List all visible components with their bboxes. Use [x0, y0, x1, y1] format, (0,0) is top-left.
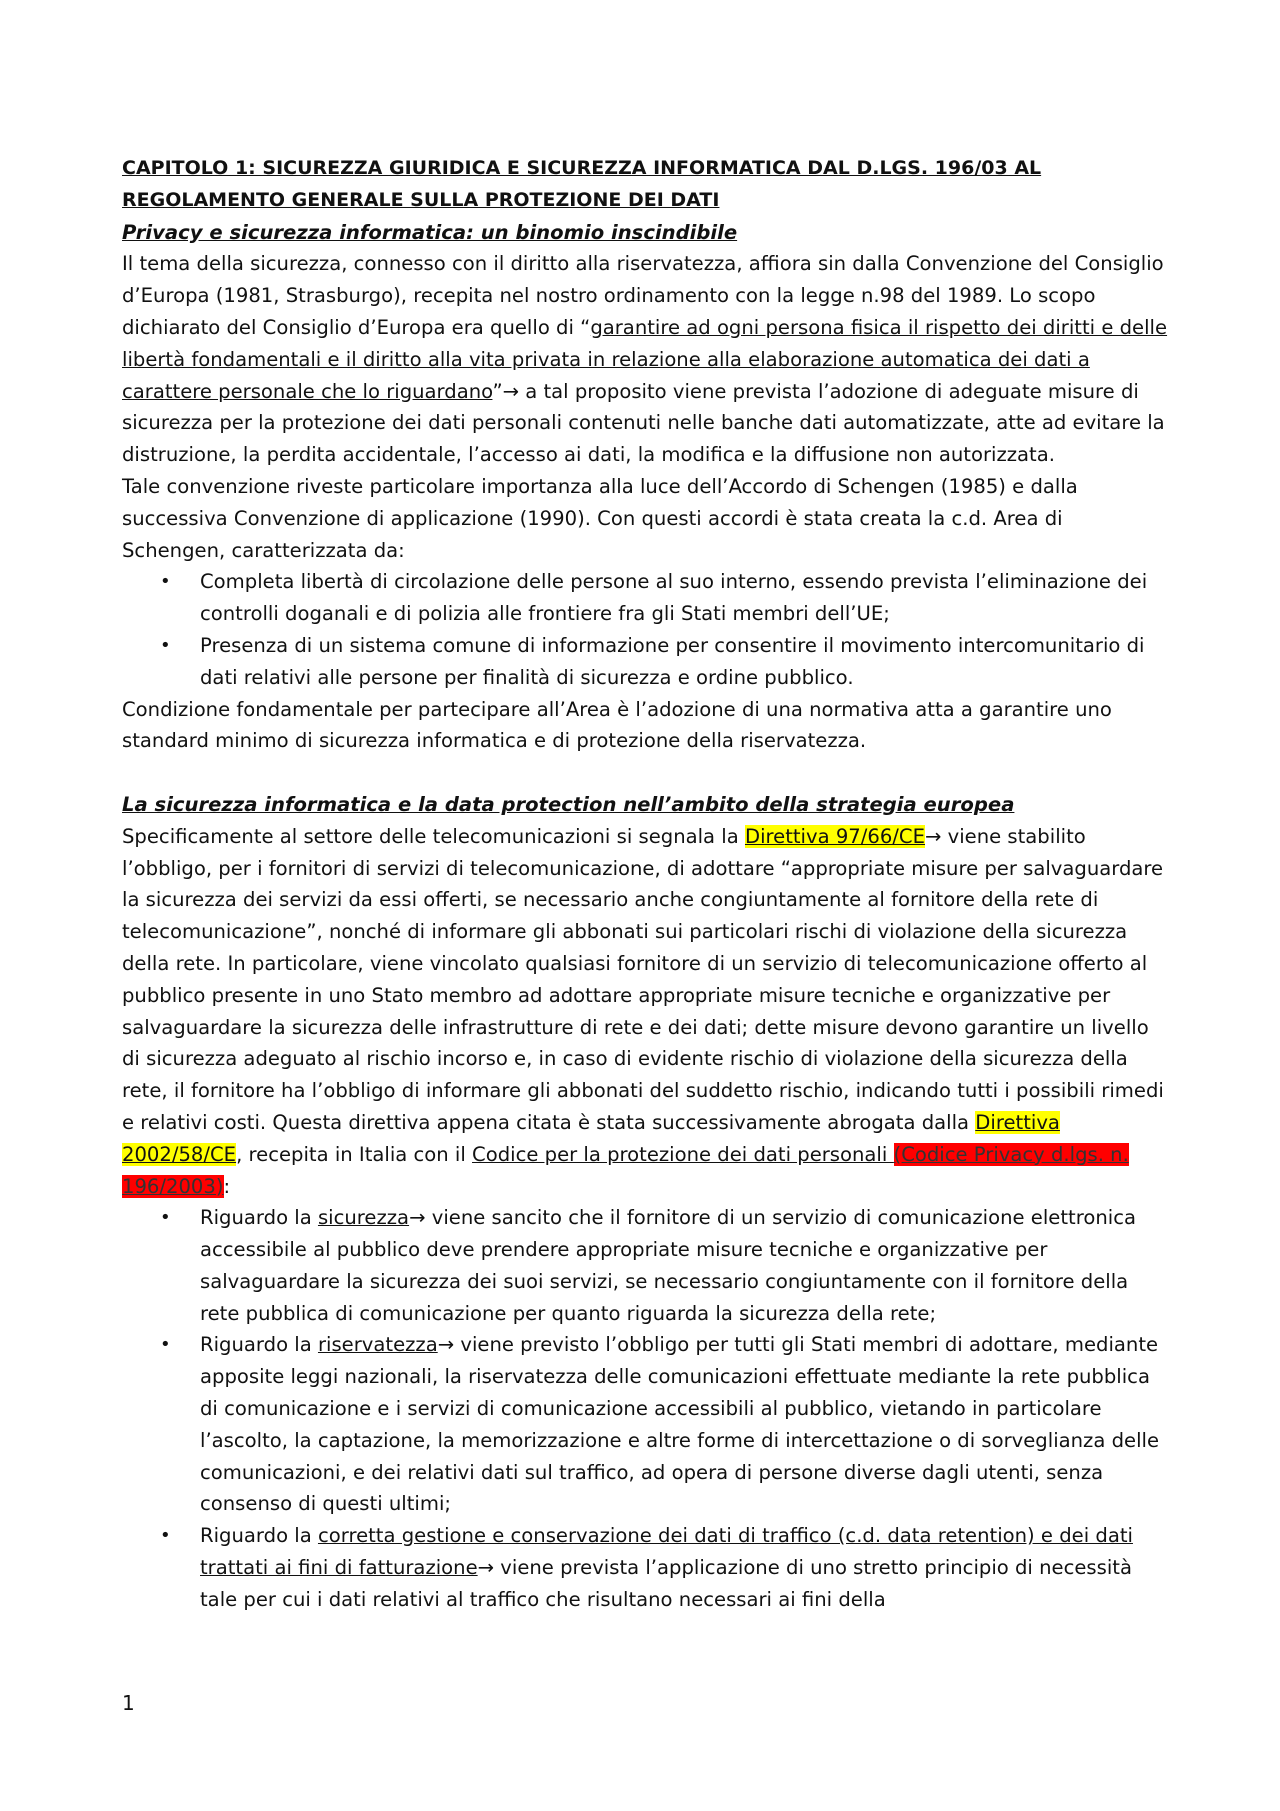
arrow-icon: → — [502, 379, 520, 403]
directive-2002-58-link: Direttiva 2002/58/CE — [122, 1110, 1060, 1166]
directive-list — [122, 1202, 1168, 1615]
bullet-icon: • — [160, 1334, 171, 1356]
section-heading-european-strategy: La sicurezza informatica e la data protection nell’ambito della strategia europea — [122, 792, 1015, 816]
p1-text-c: a tal proposito viene prevista l’adozione di adeguate misure di sicurezza per la protezione dei dati personali contenuti nelle banche dati automatizzate, atte ad evitare la distruzione, la perdita accidentale, l’accesso ai dati, la modifica e la diffusione non autorizzata. — [122, 379, 1165, 467]
list-item-pre: Riguardo la — [200, 1333, 318, 1357]
arrow-icon: → — [924, 824, 942, 848]
p1-text-a: Il tema della sicurezza, connesso con il diritto alla riservatezza, affiora sin dalla Convenzione del Consiglio d’Europa (1981, Strasburgo), recepita nel nostro ordinamento con la legge n.98 del 1989. Lo scopo dichiarato del Consiglio d’Europa era quello di “ — [122, 252, 1164, 339]
bullet-icon: • — [160, 571, 171, 593]
page-content — [122, 153, 1168, 1616]
bullet-icon: • — [160, 1207, 171, 1229]
privacy-code-name: Codice per la protezione dei dati personali — [472, 1142, 894, 1166]
list-item-pre: Riguardo la — [200, 1524, 318, 1548]
list-item-term: sicurezza — [317, 1206, 410, 1230]
list-item-text: Completa libertà di circolazione delle persone al suo interno, essendo prevista l’eliminazione dei controlli doganali e di polizia alle frontiere fra gli Stati membri dell’UE; — [200, 570, 1148, 626]
chapter-title-line-2: REGOLAMENTO GENERALE SULLA PROTEZIONE DEI DATI — [122, 188, 720, 211]
p4-text-a: Specificamente al settore delle telecomunicazioni si segnala la — [122, 824, 745, 848]
list-item-term: riservatezza — [317, 1333, 438, 1357]
bullet-icon: • — [160, 634, 171, 656]
page-number: 1 — [122, 1691, 135, 1715]
arrow-icon: → — [409, 1206, 426, 1230]
blank-line — [122, 757, 1168, 789]
list-item — [122, 1202, 1168, 1329]
list-item — [122, 1329, 1168, 1520]
list-item — [122, 566, 1168, 630]
schengen-list — [122, 566, 1168, 693]
paragraph-directives — [122, 821, 1168, 1203]
paragraph-convention — [122, 248, 1168, 471]
p4-text-b: viene stabilito l’obbligo, per i fornitori di servizi di telecomunicazione, di adottare “appropriate misure per salvaguardare la sicurezza dei servizi da essi offerti, se necessario anche congiuntamente al fornitore della rete di telecomunicazione”, nonché di informare gli abbonati sui particolari rischi di violazione della sicurezza della rete. In particolare, viene vincolato qualsiasi fornitore di un servizio di telecomunicazione offerto al pubblico presente in uno Stato membro ad adottare appropriate misure tecniche e organizzative per salvaguardare la sicurezza delle infrastrutture di rete e dei dati; dette misure devono garantire un livello di sicurezza adeguato al rischio incorso e, in caso di evidente rischio di violazione della sicurezza della rete, il fornitore ha l’obbligo di informare gli abbonati del suddetto rischio, indicando tutti i possibili rimedi e relativi costi. Questa direttiva appena citata è stata successivamente abrogata dalla — [122, 824, 1164, 1134]
section-heading-privacy: Privacy e sicurezza informatica: un binomio inscindibile — [122, 220, 738, 244]
list-item-text: viene sancito che il fornitore di un servizio di comunicazione elettronica accessibile al pubblico deve prendere appropriate misure tecniche e organizzative per salvaguardare la sicurezza dei suoi servizi, se necessario congiuntamente con il fornitore della rete pubblica di comunicazione per quanto riguarda la sicurezza della rete; — [200, 1206, 1136, 1325]
paragraph-schengen: Tale convenzione riveste particolare importanza alla luce dell’Accordo di Schengen (1985) e dalla successiva Convenzione di applicazione (1990). Con questi accordi è stata creata la c.d. Area di Schengen, caratterizzata da: — [122, 474, 1078, 562]
directive-97-66-link: Direttiva 97/66/CE — [744, 824, 925, 848]
privacy-code-reference: (Codice Privacy d.lgs. n. 196/2003) — [122, 1142, 1129, 1198]
paragraph-condition: Condizione fondamentale per partecipare all’Area è l’adozione di una normativa atta a garantire uno standard minimo di sicurezza informatica e di protezione della riservatezza. — [122, 697, 1112, 753]
p1-quote: garantire ad ogni persona fisica il rispetto dei diritti e delle libertà fondamentali e il diritto alla vita privata in relazione alla elaborazione automatica dei dati a carattere personale che lo riguardano — [122, 315, 1168, 403]
list-item — [122, 630, 1168, 694]
list-item-pre: Riguardo la — [200, 1206, 318, 1230]
arrow-icon: → — [437, 1333, 455, 1357]
p4-text-d: : — [223, 1174, 231, 1198]
p4-text-c: , recepita in Italia con il — [236, 1142, 473, 1166]
list-item-text: Presenza di un sistema comune di informazione per consentire il movimento intercomunitario di dati relativi alle persone per finalità di sicurezza e ordine pubblico. — [200, 633, 1145, 689]
bullet-icon: • — [160, 1525, 171, 1547]
arrow-icon: → — [477, 1556, 495, 1580]
p1-text-b: ” — [492, 379, 503, 403]
list-item-text: viene previsto l’obbligo per tutti gli Stati membri di adottare, mediante apposite leggi nazionali, la riservatezza delle comunicazioni effettuate mediante la rete pubblica di comunicazione e i servizi di comunicazione accessibili al pubblico, vietando in particolare l’ascolto, la captazione, la memorizzazione e altre forme di intercettazione o di sorveglianza delle comunicazioni, e dei relativi dati sul traffico, ad opera di persone diverse dagli utenti, senza consenso di questi ultimi; — [200, 1333, 1160, 1516]
list-item — [122, 1520, 1168, 1615]
list-item-text: viene prevista l’applicazione di uno stretto principio di necessità tale per cui i dati relativi al traffico che risultano necessari ai fini della — [200, 1556, 1132, 1611]
list-item-term: corretta gestione e conservazione dei dati di traffico (c.d. data retention) e dei dati trattati ai fini di fatturazione — [200, 1524, 1133, 1580]
chapter-title-line-1: CAPITOLO 1: SICUREZZA GIURIDICA E SICUREZZA INFORMATICA DAL D.LGS. 196/03 AL — [122, 157, 1042, 179]
